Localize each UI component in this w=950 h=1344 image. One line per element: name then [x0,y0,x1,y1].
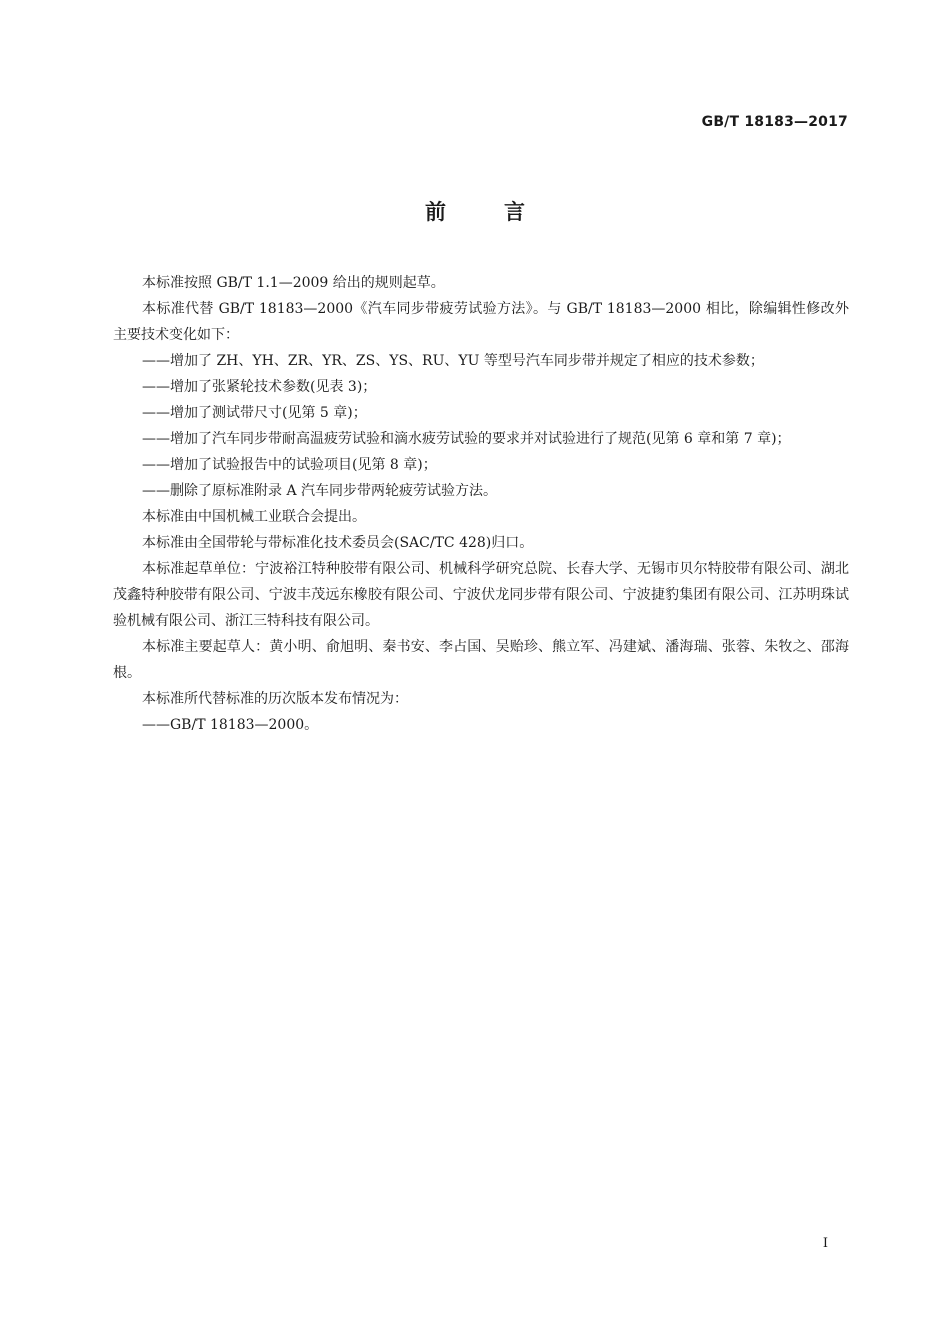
paragraph-drafting-rules: 本标准按照 GB/T 1.1—2009 给出的规则起草。 [142,275,445,291]
paragraph-proposer: 本标准由中国机械工业联合会提出。 [142,509,366,525]
change-item: ——增加了 ZH、YH、ZR、YR、ZS、YS、RU、YU 等型号汽车同步带并规定了相应的技术参数； [142,353,764,369]
history-item: ——GB/T 18183—2000。 [142,717,319,733]
paragraph-history-intro: 本标准所代替标准的历次版本发布情况为： [142,691,408,707]
paragraph-drafters: 本标准主要起草人：黄小明、俞旭明、秦书安、李占国、吴贻珍、熊立军、冯建斌、潘海瑞、张蓉、朱牧之、邵海根。 [113,639,849,681]
change-item: ——增加了测试带尺寸(见第 5 章)； [142,405,367,421]
foreword-body [113,270,849,738]
paragraph-drafting-units: 本标准起草单位：宁波裕江特种胶带有限公司、机械科学研究总院、长春大学、无锡市贝尔特胶带有限公司、湖北茂鑫特种胶带有限公司、宁波丰茂远东橡胶有限公司、宁波伏龙同步带有限公司、宁波捷豹集团有限公司、江苏明珠试验机械有限公司、浙江三特科技有限公司。 [113,561,849,629]
change-item: ——增加了试验报告中的试验项目(见第 8 章)； [142,457,437,473]
standard-code: GB/T 18183—2017 [701,114,848,130]
paragraph-committee: 本标准由全国带轮与带标准化技术委员会(SAC/TC 428)归口。 [142,535,534,551]
page-title: 前言 [425,200,583,224]
change-item: ——增加了张紧轮技术参数(见表 3)； [142,379,377,395]
page-number: I [822,1236,828,1251]
change-item: ——删除了原标准附录 A 汽车同步带两轮疲劳试验方法。 [142,483,498,499]
paragraph-replacement: 本标准代替 GB/T 18183—2000《汽车同步带疲劳试验方法》。与 GB/T 18183—2000 相比，除编辑性修改外主要技术变化如下： [113,301,849,343]
change-item: ——增加了汽车同步带耐高温疲劳试验和滴水疲劳试验的要求并对试验进行了规范(见第 6 章和第 7 章)； [142,431,791,447]
